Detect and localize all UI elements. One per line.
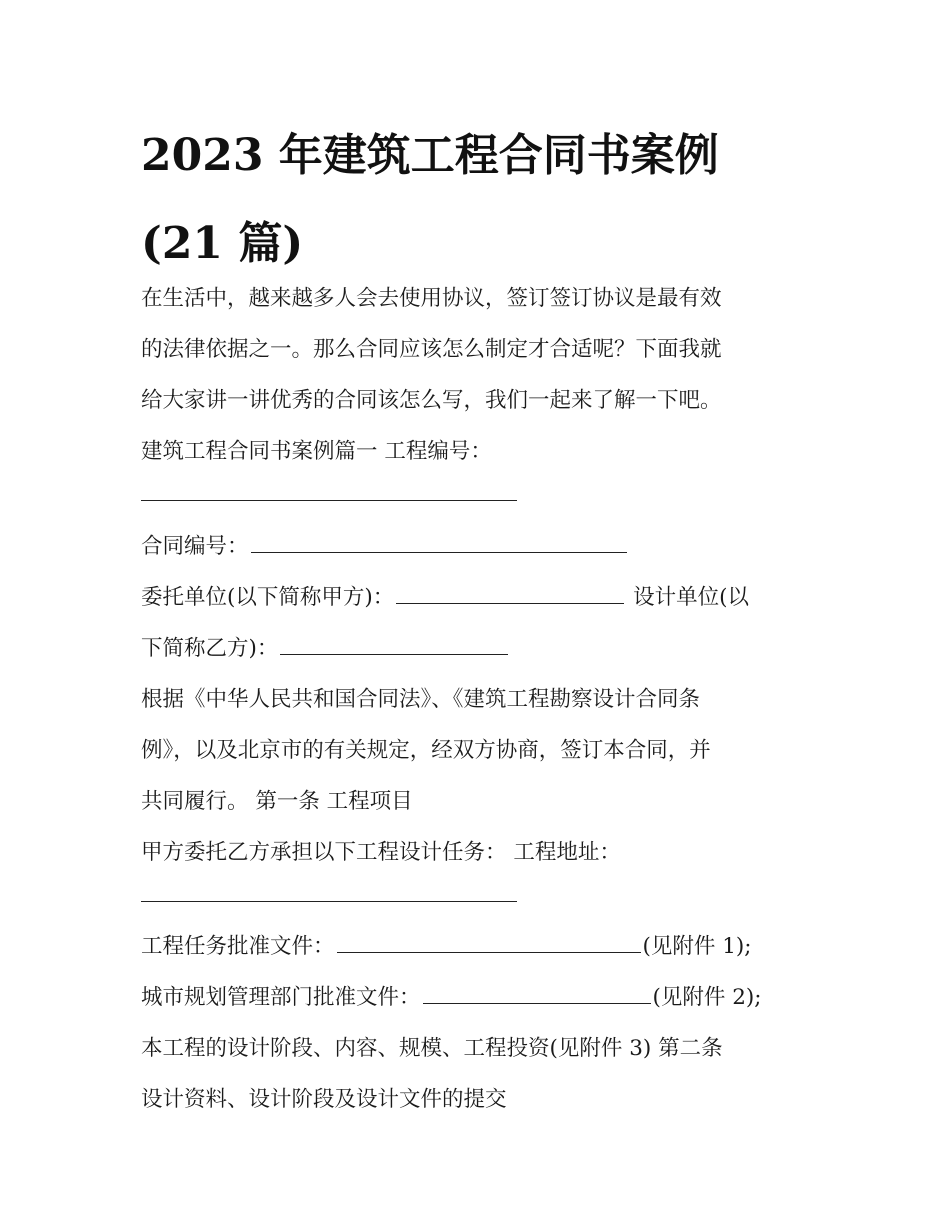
intro-line-3: 给大家讲一讲优秀的合同该怎么写，我们一起来了解一下吧。 [141, 388, 722, 413]
document-title [141, 112, 821, 288]
designer-blank [280, 634, 508, 655]
task-line: 甲方委托乙方承担以下工程设计任务： 工程地址： [141, 840, 621, 865]
address-blank [141, 881, 517, 902]
basis-line-2: 例》，以及北京市的有关规定，经双方协商，签订本合同，并 [141, 738, 711, 763]
basis-line-3: 共同履行。 第一条 工程项目 [141, 789, 413, 814]
scope-line-2: 设计资料、设计阶段及设计文件的提交 [141, 1087, 507, 1112]
client-blank [396, 583, 624, 604]
approval-suffix: (见附件 1); [642, 934, 752, 959]
approval-line [141, 932, 821, 962]
planning-suffix: (见附件 2); [652, 985, 762, 1010]
planning-line [141, 983, 821, 1013]
approval-label: 工程任务批准文件： [141, 934, 335, 959]
designer-label-end: 下简称乙方)： [141, 636, 279, 661]
project-number-blank [141, 480, 517, 501]
contract-number-blank [251, 532, 627, 553]
scope-line-1: 本工程的设计阶段、内容、规模、工程投资(见附件 3) 第二条 [141, 1036, 723, 1061]
approval-blank [337, 932, 641, 953]
project-number-blank-line [141, 480, 821, 510]
address-blank-line [141, 881, 821, 911]
planning-blank [423, 983, 651, 1004]
contract-number-line [141, 532, 821, 562]
client-line [141, 583, 821, 613]
contract-number-label: 合同编号： [141, 534, 249, 559]
basis-line-1: 根据《中华人民共和国合同法》、《建筑工程勘察设计合同条 [141, 687, 701, 712]
designer-label-start: 设计单位(以 [633, 585, 750, 610]
planning-label: 城市规划管理部门批准文件： [141, 985, 421, 1010]
intro-line-1: 在生活中，越来越多人会去使用协议，签订签订协议是最有效 [141, 286, 722, 311]
designer-line [141, 634, 821, 664]
section-heading: 建筑工程合同书案例篇一 工程编号： [141, 439, 492, 464]
title-line-1: 2023 年建筑工程合同书案例 [141, 130, 719, 181]
title-line-2: (21 篇) [141, 218, 304, 269]
client-label: 委托单位(以下简称甲方)： [141, 585, 395, 610]
intro-line-2: 的法律依据之一。那么合同应该怎么制定才合适呢？下面我就 [141, 337, 722, 362]
